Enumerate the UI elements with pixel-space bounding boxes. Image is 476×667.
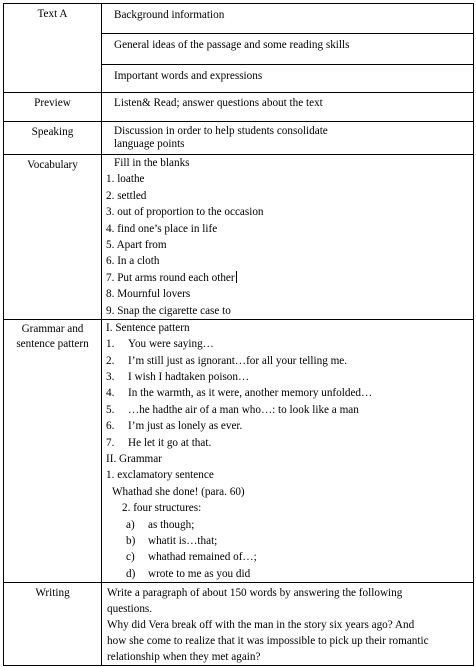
pattern-item: 3. I wish I hadtaken poison… [106,371,250,384]
vocab-item: 6. In a cloth [106,255,160,268]
label-vocabulary: Vocabulary [4,155,102,320]
speaking-line-2: language points [114,138,185,150]
content-speaking [102,122,474,155]
label-grammar [4,319,102,582]
row-text-a [4,4,474,93]
text-a-item-background: Background information [102,4,473,34]
label-preview: Preview [4,93,102,122]
vocab-item-with-cursor [106,270,473,286]
grammar-example: Whathad she done! (para. 60) [112,485,245,498]
structure-item: d) wrote to me as you did [126,567,251,580]
content-writing [102,583,474,666]
row-writing [4,583,474,666]
writing-line: Why did Vera break off with the man in the story six years ago? And [107,619,415,632]
content-grammar [102,319,474,582]
vocab-item: 9. Snap the cigarette case to [106,304,231,317]
vocab-item: 7. Put arms round each other [106,271,235,284]
vocab-item: 5. Apart from [106,238,167,251]
grammar-item-structures: 2. four structures: [122,502,202,515]
row-speaking [4,122,474,155]
text-a-item-words: Important words and expressions [114,70,263,82]
vocab-item: 2. settled [106,189,147,202]
content-vocabulary [102,155,474,320]
label-writing: Writing [4,583,102,666]
grammar-section-2: II. Grammar [106,453,162,466]
label-speaking: Speaking [4,122,102,155]
writing-line: how she come to realize that it was impossible to pick up their romantic [107,635,429,648]
pattern-item: 1. You were saying… [106,338,214,351]
row-vocabulary [4,155,474,320]
text-a-item-general-ideas: General ideas of the passage and some reading skills [102,34,473,65]
preview-text: Listen& Read; answer questions about the text [114,97,323,109]
speaking-line-1: Discussion in order to help students consolidate [114,125,328,137]
writing-line: Write a paragraph of about 150 words by answering the following [107,587,403,600]
label-grammar-line-2: sentence pattern [16,337,89,350]
lesson-plan-table [3,3,474,666]
vocabulary-heading: Fill in the blanks [114,157,190,169]
pattern-item: 7. He let it go at that. [106,436,212,449]
content-preview [102,93,474,122]
row-grammar [4,319,474,582]
pattern-item: 5. …he hadthe air of a man who…: to look like a man [106,403,359,416]
structure-item: b) whatit is…that; [126,534,218,547]
grammar-item-exclamatory: 1. exclamatory sentence [106,469,214,482]
writing-text [102,583,473,665]
speaking-text [102,122,473,153]
label-grammar-line-1: Grammar and [21,322,84,335]
text-cursor [236,271,237,283]
grammar-section-1: I. Sentence pattern [106,321,190,334]
structure-item: a) as though; [126,518,195,531]
vocab-item: 8. Mournful lovers [106,288,191,301]
structure-item: c) whathad remained of…; [126,551,257,564]
writing-line: relationship when they met again? [107,651,261,664]
vocab-item: 3. out of proportion to the occasion [106,206,264,219]
content-text-a [102,4,474,93]
pattern-item: 6. I’m just as lonely as ever. [106,420,243,433]
writing-line: questions. [107,603,153,616]
vocab-item: 1. loathe [106,173,145,186]
label-text-a: Text A [4,4,102,93]
pattern-item: 2. I’m still just as ignorant…for all your telling me. [106,354,348,367]
vocab-item: 4. find one’s place in life [106,222,218,235]
row-preview [4,93,474,122]
pattern-item: 4. In the warmth, as it were, another memory unfolded… [106,387,373,400]
